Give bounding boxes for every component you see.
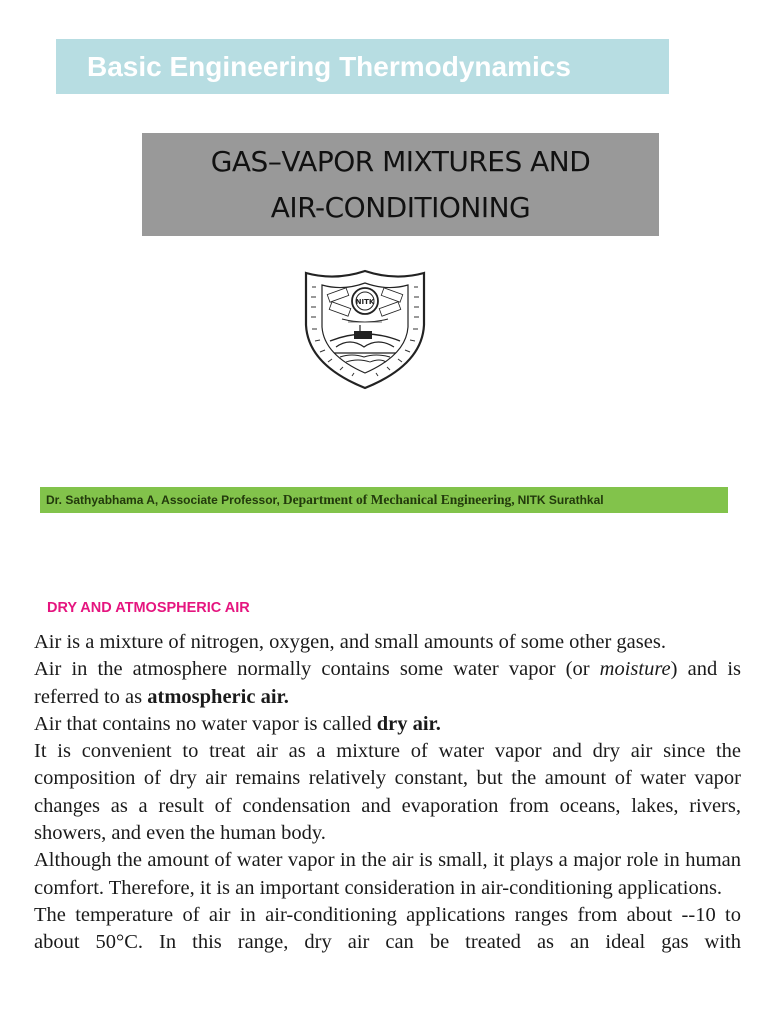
svg-text:NITK: NITK — [355, 298, 375, 306]
course-title: Basic Engineering Thermodynamics — [87, 50, 571, 82]
term-dry-air: dry air. — [376, 712, 441, 735]
author-institution: NITK Surathkal — [517, 493, 604, 507]
term-atmospheric-air: atmospheric air. — [147, 685, 289, 708]
chapter-title-line-1: GAS–VAPOR MIXTURES AND — [210, 144, 591, 178]
paragraph-3: Air that contains no water vapor is called dry air. — [34, 712, 441, 735]
paragraph-1: Air is a mixture of nitrogen, oxygen, and small amounts of some other gases. — [34, 631, 666, 653]
section-heading: DRY AND ATMOSPHERIC AIR — [47, 600, 250, 616]
author-name: Dr. Sathyabhama A, Associate Professor, — [46, 493, 280, 507]
paragraph-6: The temperature of air in air-conditioning applications ranges from about --10 to about 50°C. In this range, dry air can be treated as an ideal gas with — [34, 903, 741, 954]
emphasis-moisture: moisture — [599, 658, 671, 681]
paragraph-5: Although the amount of water vapor in the air is small, it plays a major role in human comfort. Therefore, it is an important consideration in air-conditioning applications. — [34, 849, 741, 899]
chapter-title-line-2: AIR-CONDITIONING — [270, 190, 531, 224]
chapter-title-box — [142, 133, 659, 236]
course-title-banner — [56, 39, 669, 94]
nitk-emblem-icon — [300, 267, 430, 391]
paragraph-4: It is convenient to treat air as a mixture of water vapor and dry air since the composition of dry air remains relatively constant, but the amount of water vapor changes as a result of condensation and evaporation from oceans, lakes, rivers, showers, and even the human body. — [34, 740, 741, 845]
author-bar — [40, 487, 728, 513]
author-department: Department of Mechanical Engineering, — [282, 492, 515, 507]
paragraph-2: Air in the atmosphere normally contains some water vapor (or moisture) and is referred to as atmospheric air. — [34, 658, 741, 708]
body-text — [34, 629, 741, 957]
